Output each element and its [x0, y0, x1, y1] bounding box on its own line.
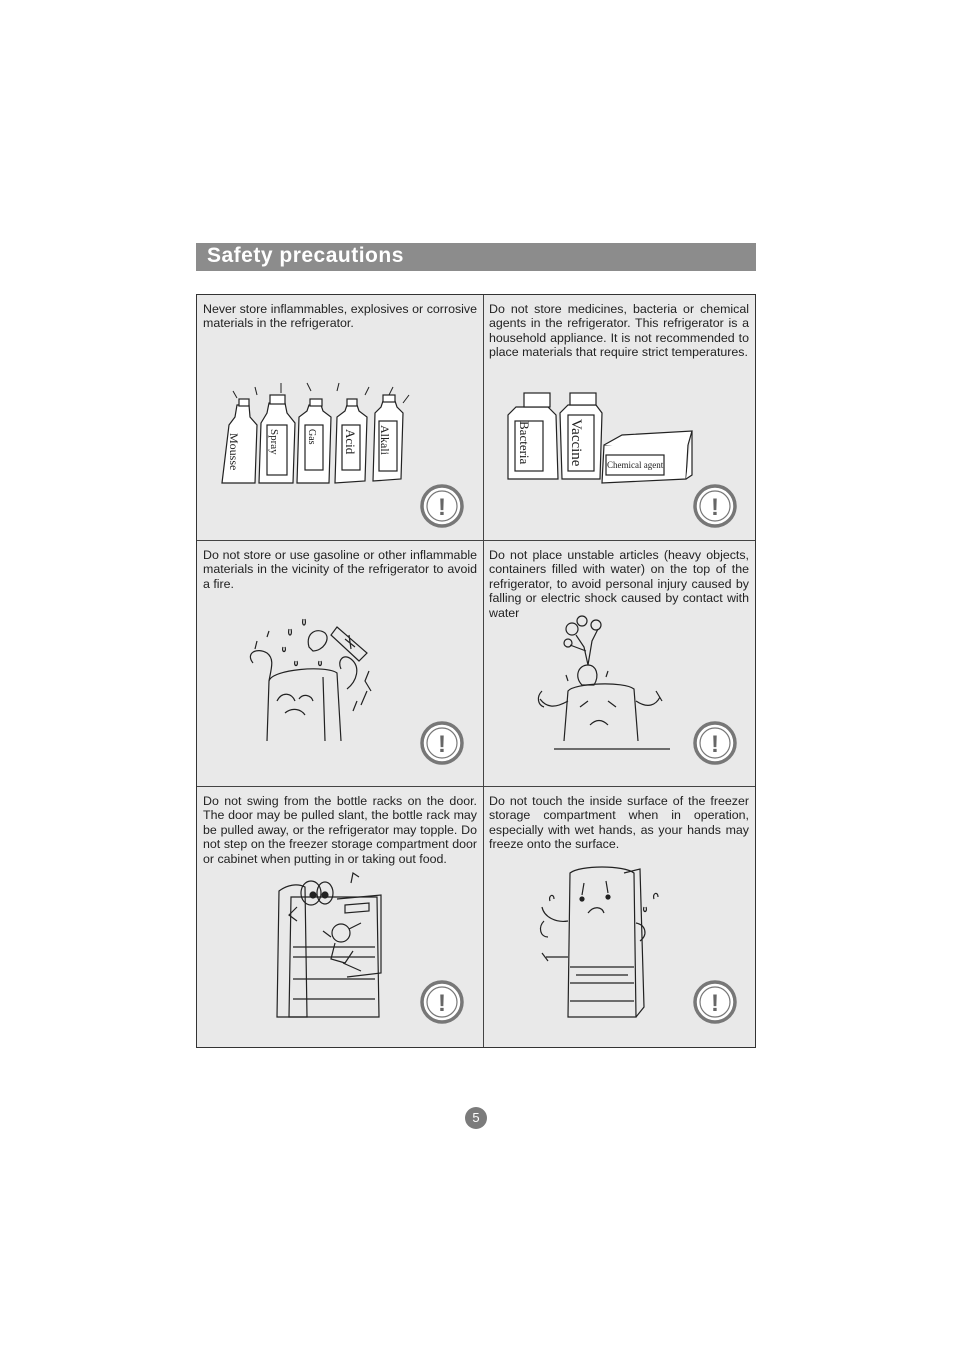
bottle-label-gas: Gas — [306, 429, 317, 445]
section-title-bar — [196, 243, 756, 271]
precaution-cell-bottle-racks — [197, 787, 484, 1047]
svg-text:!: ! — [438, 990, 446, 1017]
precautions-grid — [196, 294, 756, 1048]
label-bacteria: Bacteria — [517, 421, 532, 465]
precaution-text: Never store inflammables, explosives or corrosive materials in the refrigerator. — [203, 302, 477, 331]
bottle-label-alkali: Alkali — [378, 425, 392, 455]
label-chemical-agent: Chemical agent — [607, 460, 664, 470]
precaution-text: Do not store or use gasoline or other inflammable materials in the vicinity of the refrigerator to avoid a fire. — [203, 548, 477, 591]
exclamation-warning-icon — [420, 484, 464, 528]
bottle-label-acid: Acid — [343, 429, 358, 455]
page-number-badge: 5 — [465, 1107, 487, 1129]
precaution-cell-gasoline — [197, 541, 484, 787]
exclamation-warning-icon — [693, 721, 737, 765]
page-title: Safety precautions — [207, 244, 404, 267]
precaution-text: Do not swing from the bottle racks on the door. The door may be pulled slant, the bottle rack may be pulled away, or the refrigerator may topple. Do not step on the freezer storage compartment door or cabinet when putting in or taking out food. — [203, 794, 477, 866]
precaution-cell-freezer-surface — [484, 787, 755, 1047]
bottle-label-spray: Spray — [268, 429, 280, 455]
label-vaccine: Vaccine — [568, 419, 584, 467]
precaution-text: Do not touch the inside surface of the freezer storage compartment when in operation, especially with wet hands, as your hands may freeze onto the surface. — [489, 794, 749, 852]
exclamation-warning-icon — [420, 980, 464, 1024]
bottle-label-mousse: Mousse — [227, 433, 241, 471]
precaution-cell-inflammables — [197, 295, 484, 541]
precaution-text: Do not place unstable articles (heavy objects, containers filled with water) on the top of the refrigerator, to avoid personal injury caused by falling or electric shock caused by contact with water — [489, 548, 749, 620]
svg-text:!: ! — [711, 494, 719, 521]
svg-text:!: ! — [438, 494, 446, 521]
exclamation-warning-icon — [420, 721, 464, 765]
precaution-cell-medicines — [484, 295, 755, 541]
svg-text:!: ! — [438, 731, 446, 758]
precaution-cell-unstable-articles — [484, 541, 755, 787]
svg-text:!: ! — [711, 990, 719, 1017]
exclamation-warning-icon — [693, 980, 737, 1024]
svg-text:!: ! — [711, 731, 719, 758]
exclamation-warning-icon — [693, 484, 737, 528]
precaution-text: Do not store medicines, bacteria or chemical agents in the refrigerator. This refrigerator is a household appliance. It is not recommended to place materials that require strict temperatures. — [489, 302, 749, 360]
